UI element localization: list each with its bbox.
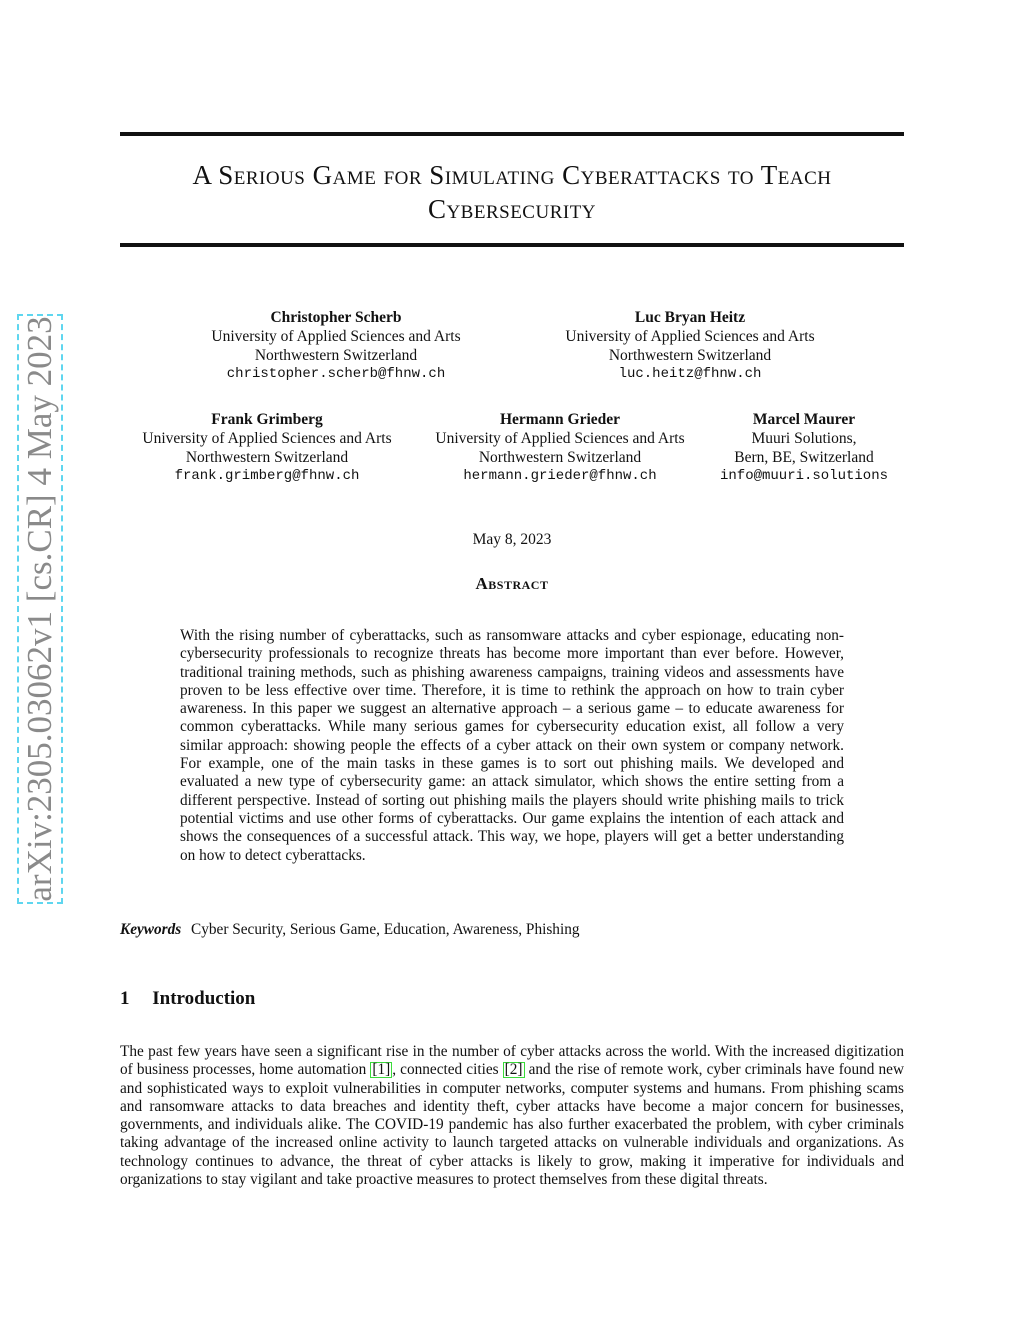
author-affiliation: University of Applied Sciences and Arts [142, 430, 392, 447]
author-affiliation: Muuri Solutions, [751, 430, 857, 447]
author-name: Christopher Scherb [270, 309, 402, 326]
title-top-rule [120, 132, 904, 136]
abstract-text: With the rising number of cyberattacks, such as ransomware attacks and cyber espionage, educating non-cybersecurity professionals to recognize threats has become more important than ever before. However, traditional training methods, such as phishing awareness campaigns, training videos and assessments have proven to be less effective over time. Therefore, it is time to rethink the approach on how to train cyber awareness. In this paper we suggest an alternative approach – a serious game – to educate awareness for common cyberattacks. While many serious games for cybersecurity education exist, all follow a very similar approach: showing people the effects of a cyber attack on their own system or company network. For example, one of the main tasks in these games is to sort out phishing mails. We developed and evaluated a new type of cybersecurity game: an attack simulator, which shows the entire setting from a different perspective. Instead of sorting out phishing mails the players should write phishing mails to trick potential victims and use other forms of cyberattacks. Our game explains the intention of each attack and shows the consequences of a successful attack. This way, we hope, players will get a better understanding on how to detect cyberattacks. [180, 627, 844, 864]
title-bottom-rule [120, 243, 904, 247]
author-affiliation-region: Northwestern Switzerland [608, 347, 772, 364]
section-title: Introduction [152, 988, 256, 1009]
author-email[interactable]: info@muuri.solutions [719, 468, 889, 484]
author-block [706, 410, 902, 486]
publication-date: May 8, 2023 [472, 531, 552, 548]
author-affiliation-region: Northwestern Switzerland [185, 449, 349, 466]
paragraph-text: and the rise of remote work, cyber criminals have found new and sophisticated ways to exploit vulnerabilities in computer networks, computer systems and humans. From phishing scams and ransomware attacks to data breaches and identity theft, cyber attacks have become a major concern for businesses, governments, and individuals alike. The COVID-19 pandemic has also further exacerbated the problem, with cyber criminals taking advantage of the increased online activity to launch targeted attacks on vulnerable individuals and organizations. As technology continues to advance, the threat of cyber attacks is likely to grow, making it imperative for individuals and organizations to stay vigilant and take proactive measures to protect themselves from these digital threats. [120, 1061, 904, 1189]
paper-title-line-2: Cybersecurity [427, 194, 597, 224]
paragraph-text: , connected cities [392, 1061, 503, 1079]
author-email[interactable]: frank.grimberg@fhnw.ch [174, 468, 360, 484]
keywords-text: Cyber Security, Serious Game, Education, Awareness, Phishing [191, 921, 580, 938]
author-block [415, 410, 705, 486]
author-affiliation: University of Applied Sciences and Arts [565, 328, 815, 345]
citation-link[interactable]: [2] [504, 1061, 523, 1079]
keywords-label: Keywords [120, 921, 182, 938]
author-block [186, 308, 486, 384]
introduction-paragraph [120, 1043, 904, 1189]
author-affiliation: University of Applied Sciences and Arts [435, 430, 685, 447]
paragraph-text: The past few years have seen a significant rise in the number of cyber attacks across the world. With the increased digitization of business processes, home automation [120, 1043, 904, 1079]
section-number: 1 [120, 988, 130, 1009]
author-block [120, 410, 414, 486]
citation-link[interactable]: [1] [372, 1061, 391, 1079]
author-email[interactable]: hermann.grieder@fhnw.ch [463, 468, 657, 484]
author-block [545, 308, 835, 384]
author-name: Hermann Grieder [499, 411, 621, 428]
author-affiliation-region: Bern, BE, Switzerland [734, 449, 874, 466]
author-affiliation: University of Applied Sciences and Arts [211, 328, 461, 345]
author-email[interactable]: christopher.scherb@fhnw.ch [226, 366, 446, 382]
abstract-heading: Abstract [475, 574, 549, 593]
author-email[interactable]: luc.heitz@fhnw.ch [618, 366, 762, 382]
paper-title [120, 158, 904, 226]
author-name: Luc Bryan Heitz [634, 309, 746, 326]
keywords-line [120, 921, 904, 939]
arxiv-identifier-stamp[interactable]: arXiv:2305.03062v1 [cs.CR] 4 May 2023 [17, 314, 63, 904]
author-name: Marcel Maurer [752, 411, 856, 428]
paper-title-line-1: A Serious Game for Simulating Cyberattacks to Teach [192, 160, 832, 190]
author-name: Frank Grimberg [211, 411, 323, 428]
section-heading-introduction [120, 988, 255, 1010]
author-affiliation-region: Northwestern Switzerland [254, 347, 418, 364]
author-affiliation-region: Northwestern Switzerland [478, 449, 642, 466]
